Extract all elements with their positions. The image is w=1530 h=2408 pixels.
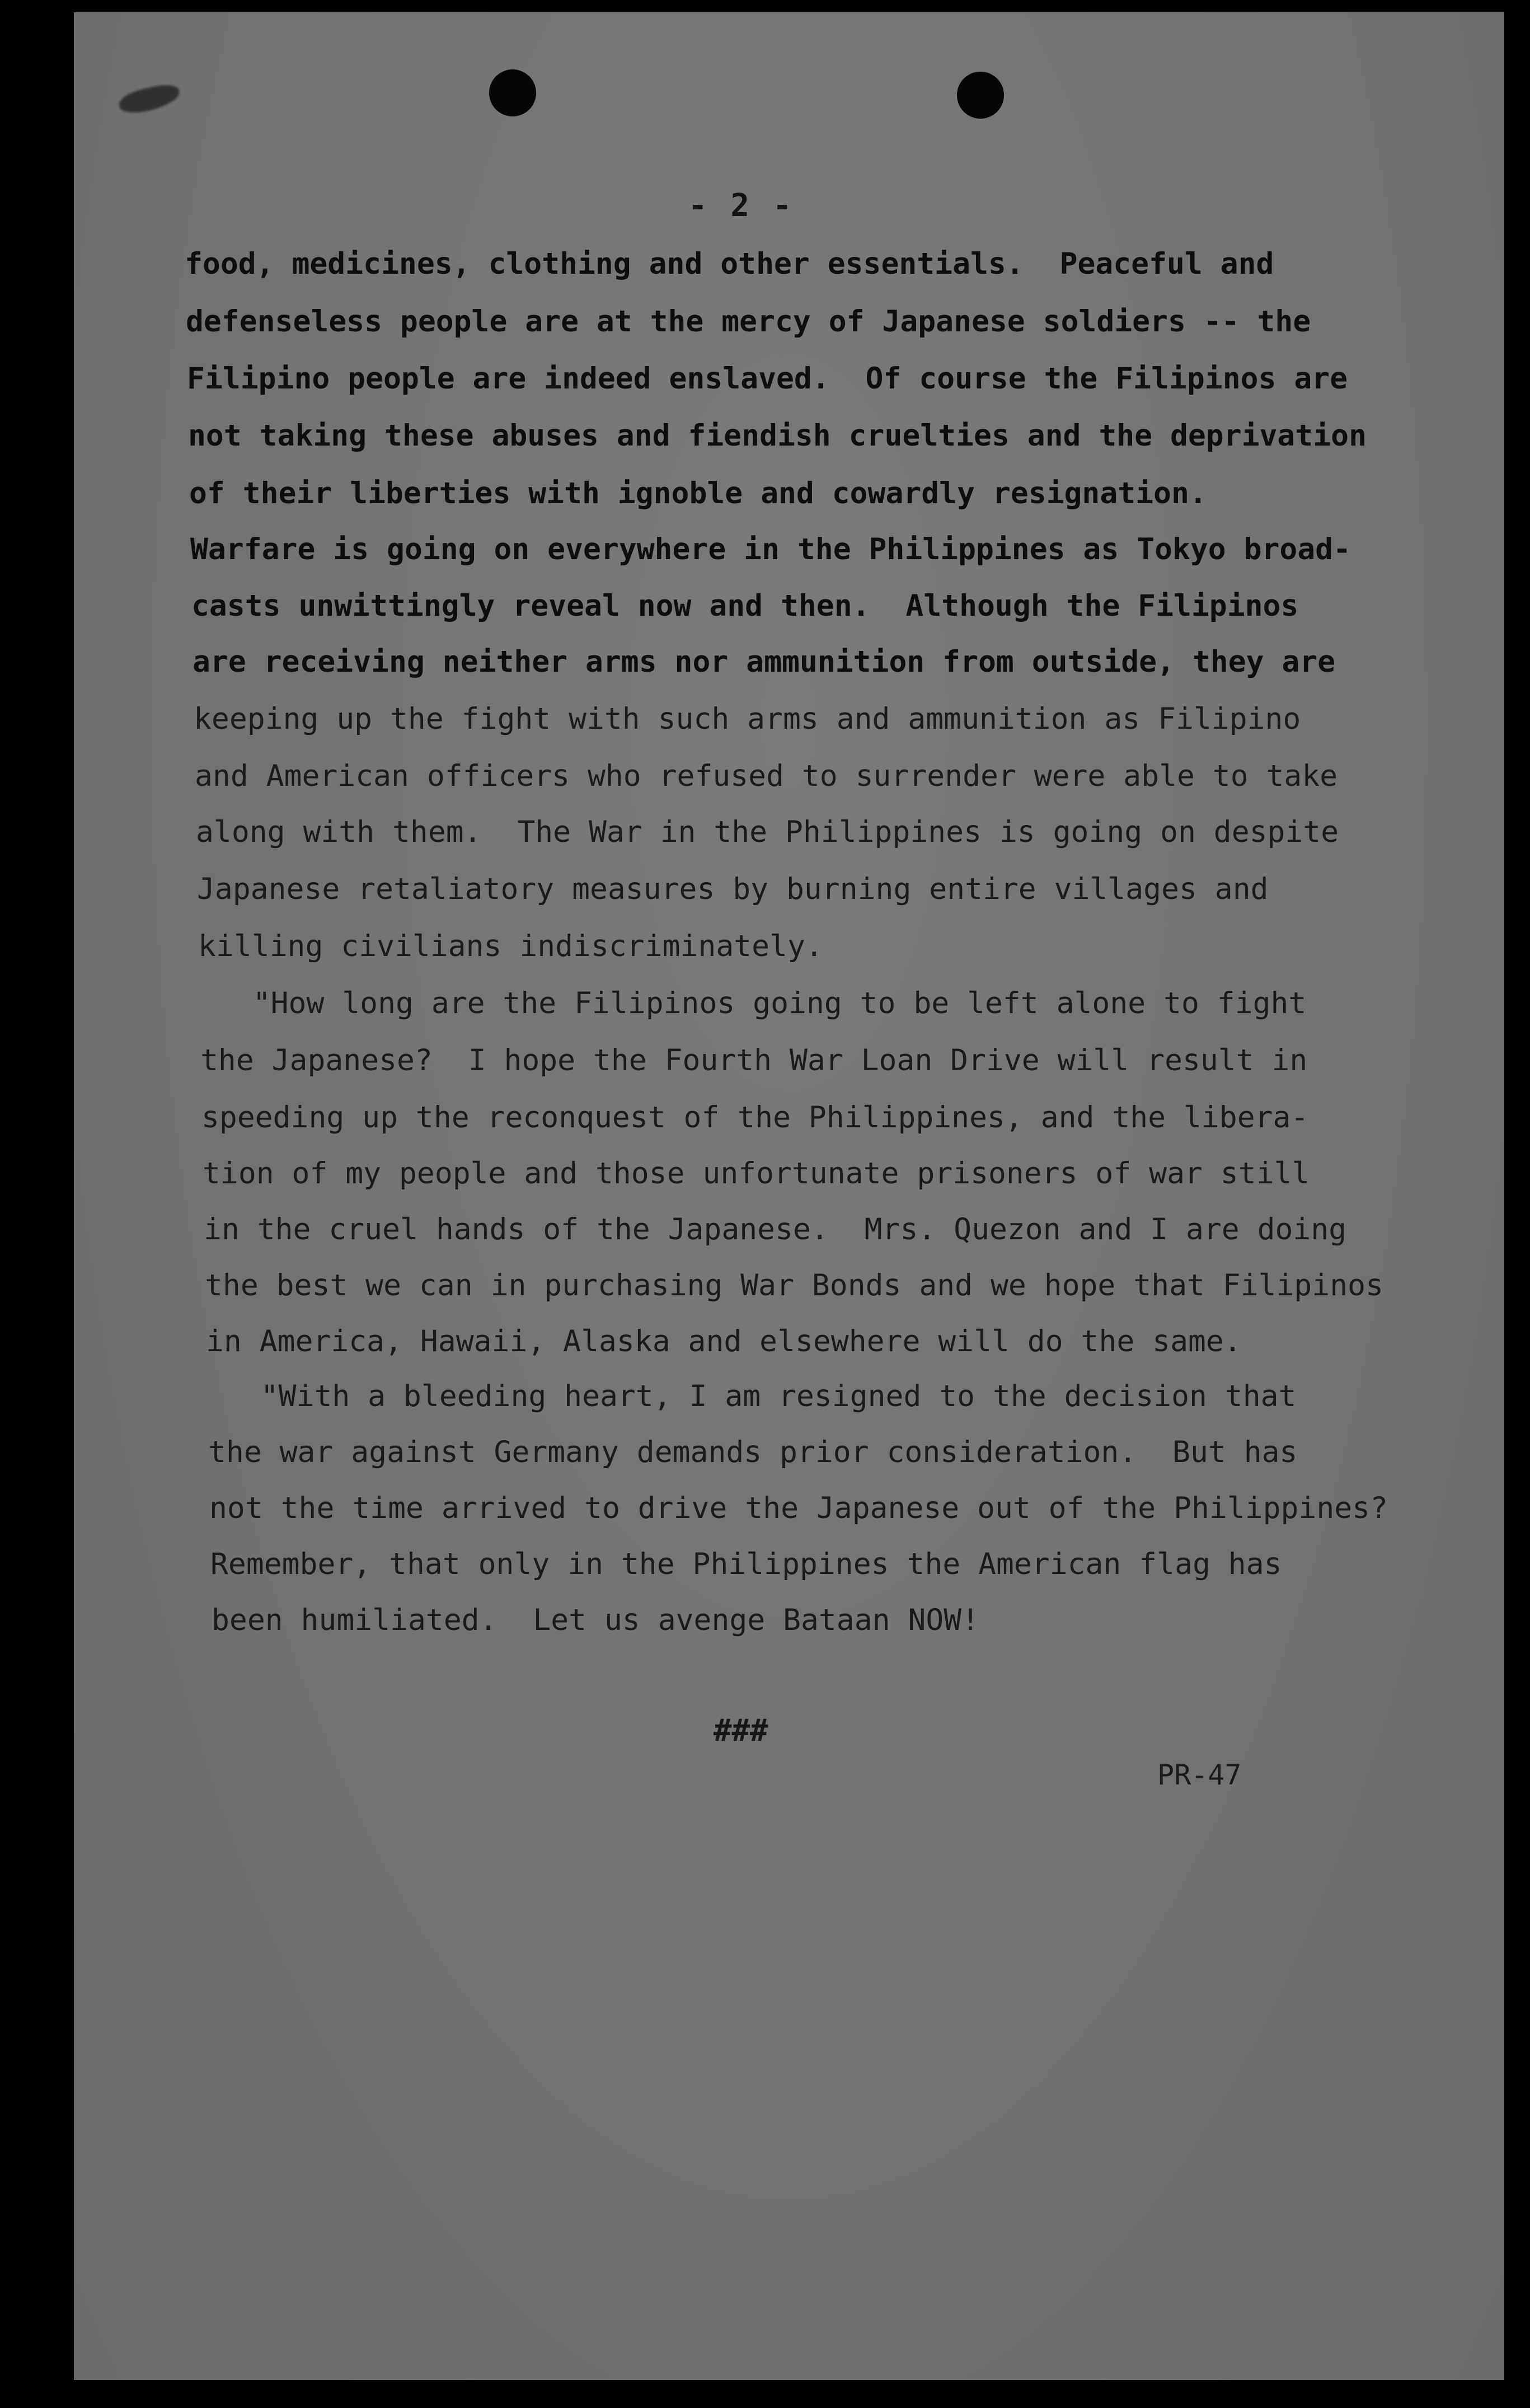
text-line-12: Japanese retaliatory measures by burning entire villages and [197, 872, 1269, 906]
text-line-15: the Japanese? I hope the Fourth War Loan Drive will result in [200, 1043, 1308, 1077]
text-line-11: along with them. The War in the Philippines is going on despite [196, 815, 1339, 849]
text-line-16: speeding up the reconquest of the Philippines, and the libera- [201, 1100, 1309, 1135]
text-line-1: food, medicines, clothing and other essentials. Peaceful and [185, 247, 1274, 281]
text-line-9: keeping up the fight with such arms and ammunition as Filipino [194, 702, 1301, 736]
text-line-5: of their liberties with ignoble and cowardly resignation. [189, 476, 1207, 510]
text-line-4: not taking these abuses and fiendish cruelties and the deprivation [188, 419, 1367, 453]
reference-code: PR-47 [1157, 1759, 1242, 1791]
page-number: - 2 - [688, 188, 794, 224]
text-line-24: Remember, that only in the Philippines the American flag has [210, 1547, 1282, 1581]
text-line-10: and American officers who refused to surrender were able to take [195, 759, 1338, 793]
end-mark: ### [714, 1713, 768, 1748]
punch-hole-right [957, 72, 1004, 119]
text-line-13: killing civilians indiscriminately. [198, 929, 823, 963]
text-line-3: Filipino people are indeed enslaved. Of course the Filipinos are [187, 362, 1348, 396]
text-line-2: defenseless people are at the mercy of Japanese soldiers -- the [186, 304, 1311, 339]
text-line-19: the best we can in purchasing War Bonds and we hope that Filipinos [205, 1268, 1383, 1303]
ink-smudge [117, 82, 182, 116]
text-line-21: "With a bleeding heart, I am resigned to the decision that [207, 1379, 1297, 1413]
text-line-7: casts unwittingly reveal now and then. Although the Filipinos [191, 589, 1299, 623]
text-line-8: are receiving neither arms nor ammunition from outside, they are [193, 645, 1336, 679]
text-line-14: "How long are the Filipinos going to be left alone to fight [199, 986, 1307, 1020]
text-line-22: the war against Germany demands prior consideration. But has [208, 1435, 1298, 1469]
text-line-23: not the time arrived to drive the Japanese out of the Philippines? [209, 1491, 1388, 1525]
text-line-18: in the cruel hands of the Japanese. Mrs. Quezon and I are doing [204, 1212, 1347, 1247]
text-line-25: been humiliated. Let us avenge Bataan NOW! [212, 1603, 980, 1637]
text-line-20: in America, Hawaii, Alaska and elsewhere will do the same. [206, 1324, 1242, 1358]
punch-hole-left [489, 69, 536, 116]
text-line-17: tion of my people and those unfortunate prisoners of war still [203, 1156, 1310, 1191]
text-line-6: Warfare is going on everywhere in the Philippines as Tokyo broad- [190, 532, 1351, 566]
